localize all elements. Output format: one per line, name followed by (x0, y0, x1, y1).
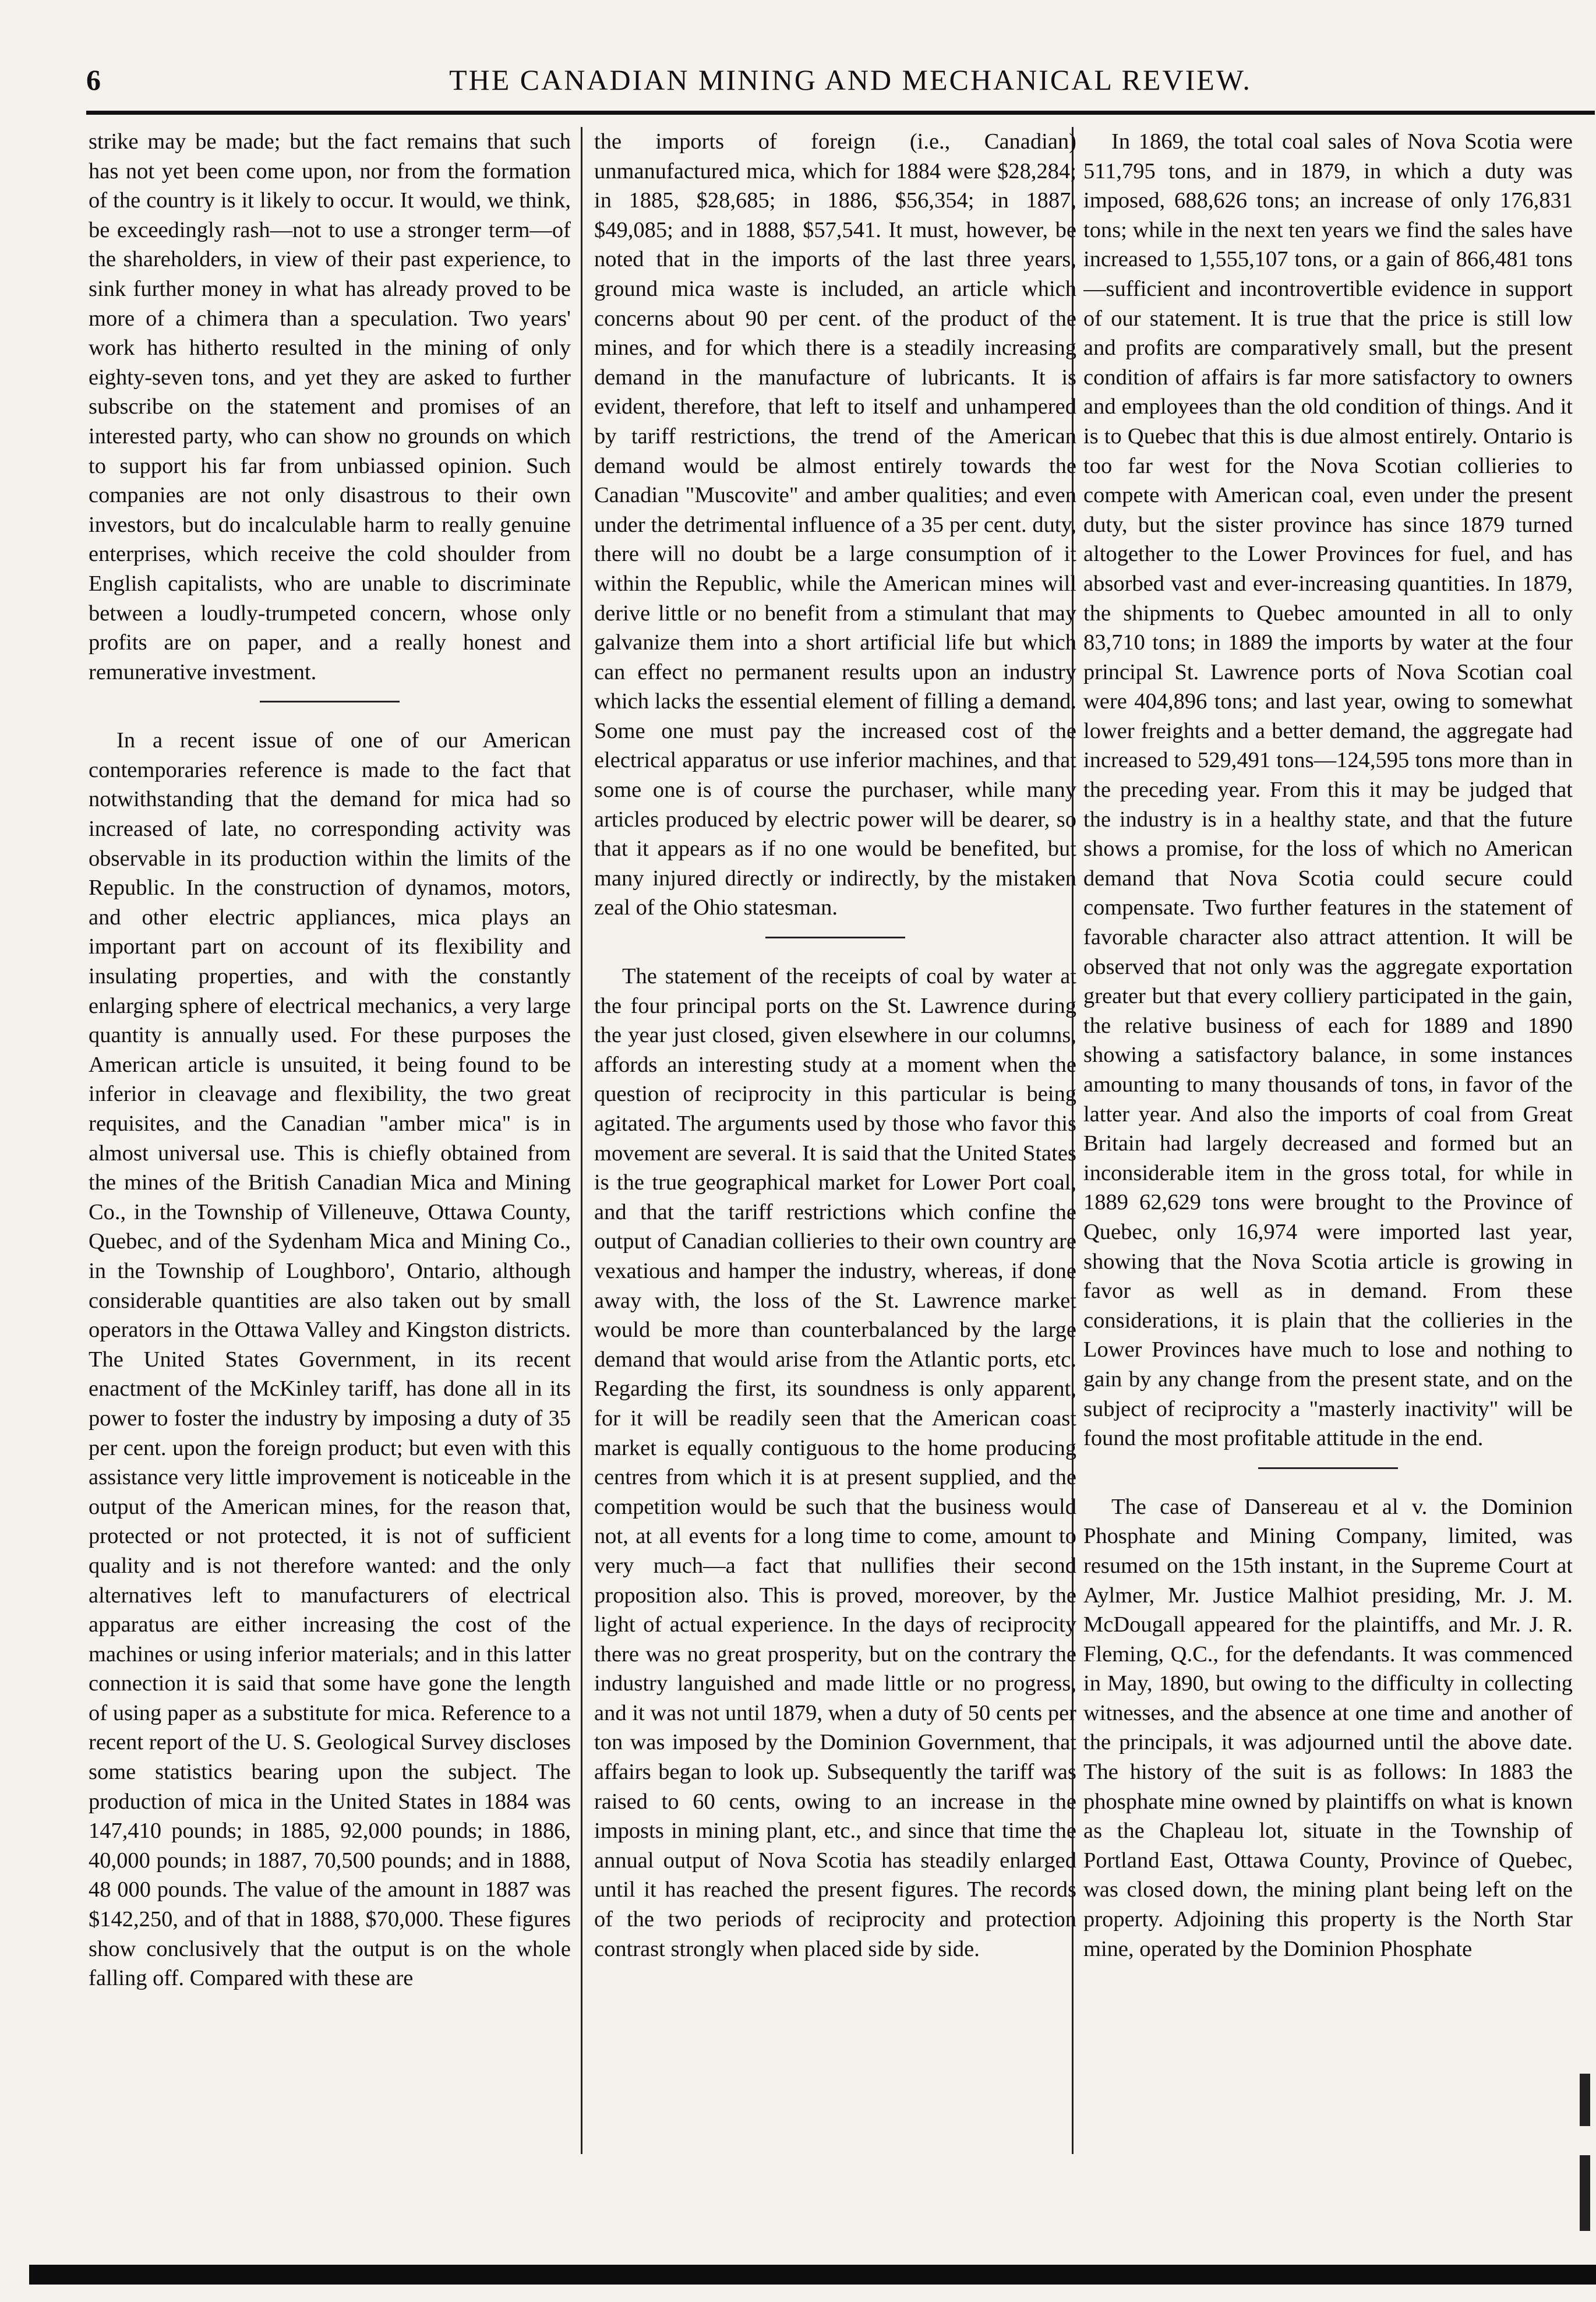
paragraph-mica-article: In a recent issue of one of our American contemporaries reference is made to the fact that notwithstanding that the demand for mica had so increased of late, no corresponding activity was observable in its production within the limits of the Republic. In the construction of dynamos, motors, and other electric appliances, mica plays an important part on account of its flexibility and insulating properties, and with the constantly enlarging sphere of electrical mechanics, a very large quantity is annually used. For these purposes the American article is unsuited, it being found to be inferior in cleavage and flexibility, the two great requisites, and the Canadian "amber mica" is in almost universal use. This is chiefly obtained from the mines of the British Canadian Mica and Mining Co., in the Township of Villeneuve, Ottawa County, Quebec, and of the Sydenham Mica and Mining Co., in the Township of Loughboro', Ontario, although considerable quantities are also taken out by small operators in the Ottawa Valley and Kingston districts. The United States Government, in its recent enactment of the McKinley tariff, has done all in its power to foster the industry by imposing a duty of 35 per cent. upon the foreign product; but even with this assistance very little improvement is noticeable in the output of the American mines, for the reason that, protected or not protected, it is not of sufficient quality and is not therefore wanted: and the only alternatives left to manufacturers of electrical apparatus are either increasing the cost of the machines or using inferior materials; and in this latter connection it is said that some have gone the length of using paper as a substitute for mica. Reference to a recent report of the U. S. Geological Survey discloses some statistics bearing upon the subject. The production of mica in the United States in 1884 was 147,410 pounds; in 1885, 92,000 pounds; in 1886, 40,000 pounds; in 1887, 70,500 pounds; and in 1888, 48 000 pounds. The value of the amount in 1887 was $142,250, and of that in 1888, $70,000. These figures show conclusively that the output is on the whole falling off. Compared with these are (89, 728, 571, 1991)
column-3 (1083, 127, 1573, 2154)
paragraph-col1-continued: strike may be made; but the fact remains that such has not yet been come upon, nor from the formation of the country is it likely to occur. It would, we think, be exceedingly rash—not to use a stronger term—of the shareholders, in view of their past experience, to sink further money in what has already proved to be more of a chimera than a speculation. Two years' work has hitherto resulted in the mining of only eighty-seven tons, and yet they are asked to further subscribe on the statement and promises of an interested party, who can show no grounds on which to support his far from unbiassed opinion. Such companies are not only disastrous to their own investors, but do incalculable harm to really genuine enterprises, which receive the cold shoulder from English capitalists, who are unable to discriminate between a loudly-trumpeted concern, whose only profits are on paper, and a really honest and remunerative investment. (89, 129, 571, 684)
header-rule (86, 111, 1595, 115)
column-divider-1 (581, 127, 582, 2154)
section-separator (260, 701, 400, 702)
scan-edge-mark (1580, 2074, 1590, 2126)
section-separator (1258, 1467, 1398, 1469)
scan-edge-mark (1580, 2155, 1590, 2231)
running-title: THE CANADIAN MINING AND MECHANICAL REVIEW. (449, 63, 1252, 96)
column-1 (89, 127, 571, 2154)
section-separator (765, 937, 905, 938)
scan-bottom-border (29, 2265, 1596, 2285)
paragraph-mica-continued: the imports of foreign (i.e., Canadian) unmanufactured mica, which for 1884 were $28,284; in 1885, $28,685; in 1886, $56,354; in 1887, $49,085; and in 1888, $57,541. It must, however, be noted that in the imports of the last three years, ground mica waste is included, an article which concerns about 90 per cent. of the product of the mines, and for which there is a steadily increasing demand in the manufacture of lubricants. It is evident, therefore, that left to itself and unhampered by tariff restrictions, the trend of the American demand would be almost entirely towards the Canadian "Muscovite" and amber qualities; and even under the detrimental influence of a 35 per cent. duty, there will no doubt be a large consumption of it within the Republic, while the American mines will derive little or no benefit from a stimulant that may galvanize them into a short artificial life but which can effect no permanent results upon an industry which lacks the essential element of filling a demand. Some one must pay the increased cost of the electrical apparatus or use inferior machines, and that some one is of course the purchaser, while many articles produced by electric power will be dearer, so that it appears as if no one would be benefited, but many injured directly or indirectly, by the mistaken zeal of the Ohio statesman. (594, 129, 1076, 920)
paragraph-coal-statistics: In 1869, the total coal sales of Nova Scotia were 511,795 tons, and in 1879, in which a duty was imposed, 688,626 tons; an increase of only 176,831 tons; while in the next ten years we find the sales have increased to 1,555,107 tons, or a gain of 866,481 tons—sufficient and incontrovertible evidence in support of our statement. It is true that the price is still low and profits are comparatively small, but the present condition of affairs is far more satisfactory to owners and employees than the old condition of things. And it is to Quebec that this is due almost entirely. Ontario is too far west for the Nova Scotian collieries to compete with American coal, even under the present duty, but the sister province has since 1879 turned altogether to the Lower Provinces for fuel, and has absorbed vast and ever-increasing quantities. In 1879, the shipments to Quebec amounted in all to only 83,710 tons; in 1889 the imports by water at the four principal St. Lawrence ports of Nova Scotian coal were 404,896 tons; and last year, owing to somewhat lower freights and a better demand, the aggregate had increased to 529,491 tons—124,595 tons more than in the preceding year. From this it may be judged that the industry is in a healthy state, and that the future shows a promise, for the loss of which no American demand that Nova Scotia could secure could compensate. Two further features in the statement of favorable character also attract attention. It will be observed that not only was the aggregate exportation greater but that every colliery participated in the gain, the relative business of each for 1889 and 1890 showing a satisfactory balance, in some instances amounting to many thousands of tons, in favor of the latter year. And also the imports of coal from Great Britain had largely decreased and formed but an inconsiderable item in the gross total, for while in 1889 62,629 tons were brought to the Province of Quebec, only 16,974 were imported last year, showing that the Nova Scotia article is growing in favor as well as in demand. From these considerations, it is plain that the collieries in the Lower Provinces have much to lose and nothing to gain by any change from the present state, and on the subject of reciprocity a "masterly inactivity" will be found the most profitable attitude in the end. (1083, 129, 1573, 1451)
page-number: 6 (86, 63, 101, 96)
column-2 (594, 127, 1076, 2154)
paragraph-coal-article: The statement of the receipts of coal by water at the four principal ports on the St. Lawrence during the year just closed, given elsewhere in our columns, affords an interesting study at a moment when the question of reciprocity in this particular is being agitated. The arguments used by those who favor this movement are several. It is said that the United States is the true geographical market for Lower Port coal, and that the tariff restrictions which confine the output of Canadian collieries to their own country are vexatious and hamper the industry, whereas, if done away with, the loss of the St. Lawrence market would be more than counterbalanced by the large demand that would arise from the Atlantic ports, etc. Regarding the first, its soundness is only apparent, for it will be readily seen that the American coast market is equally contiguous to the home producing centres from which it is at present supplied, and the competition would be such that the business would not, at all events for a long time to come, amount to very much—a fact that nullifies their second proposition also. This is proved, moreover, by the light of actual experience. In the days of reciprocity there was no great prosperity, but on the contrary the industry languished and made little or no progress, and it was not until 1879, when a duty of 50 cents per ton was imposed by the Dominion Government, that affairs began to look up. Subsequently the tariff was raised to 60 cents, owing to an increase in the imposts in mining plant, etc., and since that time the annual output of Nova Scotia has steadily enlarged until it has reached the present figures. The records of the two periods of reciprocity and protection contrast strongly when placed side by side. (594, 964, 1076, 1961)
paragraph-dansereau-case: The case of Dansereau et al v. the Dominion Phosphate and Mining Company, limited, was resumed on the 15th instant, in the Supreme Court at Aylmer, Mr. Justice Malhiot presiding, Mr. J. M. McDougall appeared for the plaintiffs, and Mr. J. R. Fleming, Q.C., for the defendants. It was commenced in May, 1890, but owing to the difficulty in collecting witnesses, and the absence at one time and another of the principals, it was adjourned until the above date. The history of the suit is as follows: In 1883 the phosphate mine owned by plaintiffs on what is known as the Chapleau lot, situate in the Township of Portland East, Ottawa County, Province of Quebec, was closed down, the mining plant being left on the property. Adjoining this property is the North Star mine, operated by the Dominion Phosphate (1083, 1494, 1573, 1961)
